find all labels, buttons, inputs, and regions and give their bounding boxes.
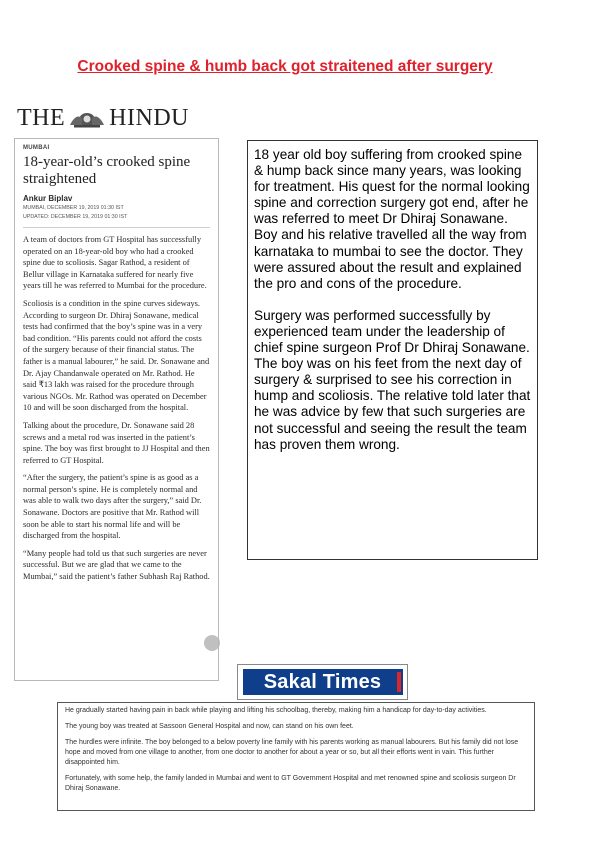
sakal-logo-text: Sakal Times <box>263 670 382 693</box>
article-paragraph: Fortunately, with some help, the family landed in Mumbai and went to GT Government Hospital and met renowned spine and scoliosis surgeon Dr Dhiraj Sonawane. <box>65 775 516 792</box>
sakal-logo-banner <box>243 669 403 695</box>
article-paragraph: The young boy was treated at Sassoon General Hospital and now, can stand on his own feet. <box>65 723 354 730</box>
article-paragraph: “Many people had told us that such surgeries are never successful. But we are glad that we came to the Mumbai,” said the patient’s father Subhash Raj Rathod. <box>23 548 210 582</box>
article-paragraph: He gradually started having pain in back while playing and lifting his schoolbag, thereby, making him a handicap for day-to-day activities. <box>65 707 487 714</box>
cursor-dot-icon <box>204 635 220 651</box>
dateline-kicker: MUMBAI <box>23 145 50 151</box>
published-date: MUMBAI, DECEMBER 19, 2019 01:30 IST <box>23 205 124 211</box>
article-paragraph: The hurdles were infinite. The boy belonged to a below poverty line family with his parents working as manual labourers. But his family did not lose hope and moved from one village to another, from one doctor to another for about a year or so, but all their efforts went in vain. This further disappointed him. <box>65 739 519 766</box>
sakal-times-article <box>57 702 535 811</box>
article-author: Ankur Biplav <box>23 194 73 203</box>
logo-accent-bar <box>397 672 401 692</box>
updated-date: UPDATED: DECEMBER 19, 2019 01:30 IST <box>23 214 128 220</box>
article-paragraph: “After the surgery, the patient’s spine is as good as a normal person’s spine. He is completely normal and was able to walk two days after the surgery,” said Dr. Sonawane. Doctors are positive that Mr. Rathod will soon be able to start his normal life and will be discharged from the hospital. <box>23 473 202 541</box>
page-title: Crooked spine & humb back got straitened after surgery <box>77 58 493 75</box>
the-hindu-logo <box>17 104 217 132</box>
sakal-times-logo <box>237 664 408 700</box>
article-paragraph: Scoliosis is a condition in the spine curves sideways. According to surgeon Dr. Dhiraj Sonawane, medical tests had confirmed that the boy’s spine was in a very bad condition. “His parents could not afford the costs of the surgery because of their financial status. The father is a manual labourer,” he said. Dr. Sonawane and Dr. Ajay Chandanwale operated on Mr. Rathod. He said ₹13 lakh was raised for the procedure through various NGOs. Mr. Rathod was operated on December 10 and will be soon discharged from the hospital. <box>23 298 210 413</box>
article-paragraph: Talking about the procedure, Dr. Sonawane said 28 screws and a metal rod was inserted in the patient’s spine. The boy was first brought to JJ Hospital and then referred to GT Hospital. <box>23 420 210 465</box>
emblem-icon <box>68 107 106 129</box>
logo-word-the: THE <box>17 104 66 131</box>
article-paragraph: A team of doctors from GT Hospital has successfully operated on an 18-year-old boy who had a crooked spine due to scoliosis. Sagar Rathod, a resident of Bellur village in Karnataka suffered for nearly five years till he was referred to Mumbai for the procedure. <box>23 235 207 291</box>
summary-paragraph: Surgery was performed successfully by experienced team under the leadership of chief spine surgeon Prof Dr Dhiraj Sonawane. The boy was on his feet from the next day of surgery & surprised to see his correction in hump and scoliosis. The relative told later that he was advice by few that such surgeries are not successful and seeing the result the team has proven them wrong. <box>254 307 531 452</box>
divider <box>23 227 210 228</box>
article-headline: 18-year-old’s crooked spine straightened <box>23 154 191 187</box>
the-hindu-clipping <box>14 138 219 681</box>
summary-paragraph: 18 year old boy suffering from crooked spine & hump back since many years, was looking for treatment. His quest for the normal looking spine and correction surgery got end, after he was referred to meet Dr Dhiraj Sonawane. Boy and his relative travelled all the way from karnataka to mumbai to see the doctor. They were assured about the result and explained the pro and cons of the procedure. <box>254 147 530 291</box>
summary-box <box>247 140 538 560</box>
logo-word-hindu: HINDU <box>109 104 189 131</box>
